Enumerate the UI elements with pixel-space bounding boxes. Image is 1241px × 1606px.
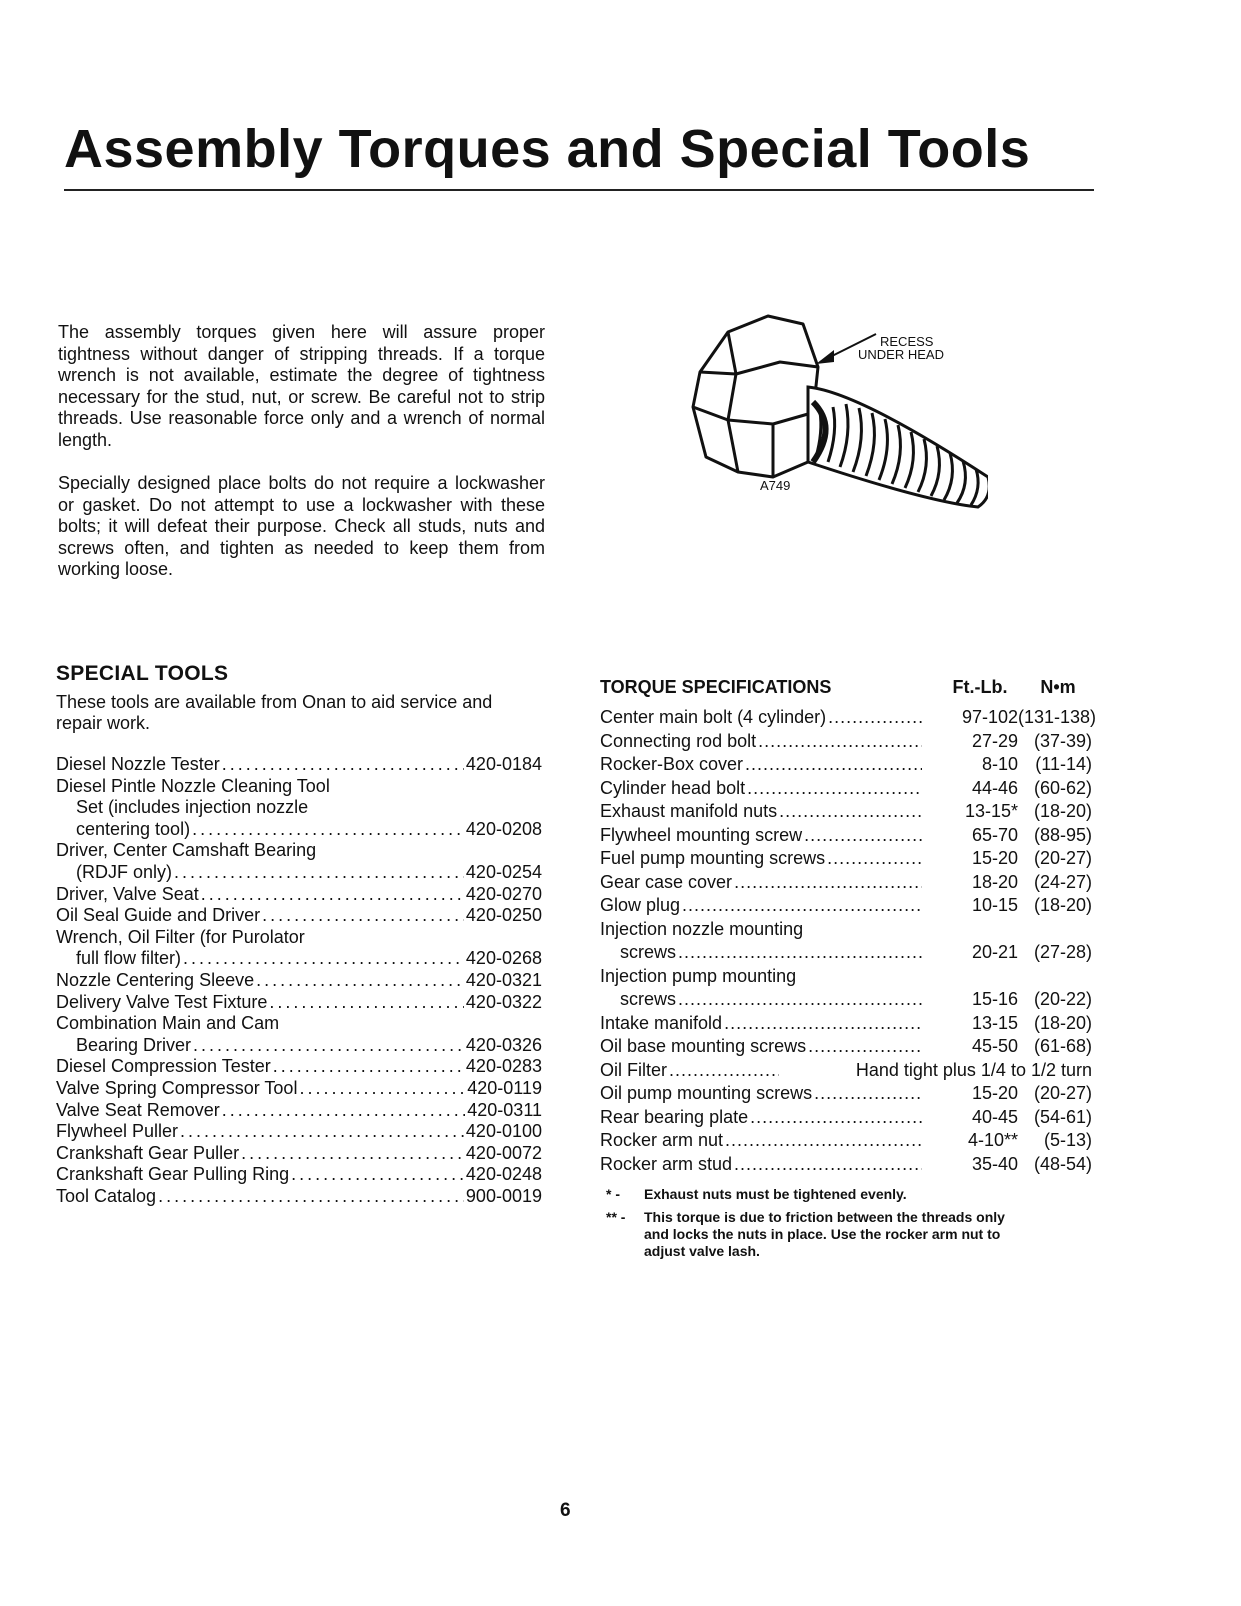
bolt-shank-drawing	[808, 387, 988, 507]
dot-leader	[269, 992, 464, 1014]
tool-part-number: 420-0321	[465, 969, 542, 990]
torque-nm: (20-27)	[1033, 1083, 1092, 1103]
torque-ftlb: 13-15*	[964, 801, 1018, 821]
tool-item-line	[56, 1186, 542, 1208]
torque-item-name: Oil pump mounting screws	[600, 1083, 813, 1103]
torque-item-name: Exhaust manifold nuts	[600, 801, 778, 821]
dot-leader	[724, 1012, 922, 1036]
dot-leader	[669, 1059, 779, 1083]
dot-leader	[747, 777, 922, 801]
torque-row-line	[600, 1082, 1092, 1106]
bolt-illustration	[688, 312, 988, 517]
torque-ftlb: 20-21	[971, 942, 1018, 962]
dot-leader	[180, 1121, 464, 1143]
note-marker: * -	[606, 1186, 620, 1202]
tool-item-line	[56, 754, 542, 776]
torque-note	[600, 1186, 1092, 1203]
note-text: Exhaust nuts must be tightened evenly.	[644, 1186, 907, 1202]
torque-ftlb: 97-102	[961, 707, 1018, 727]
torque-nm: (88-95)	[1033, 824, 1092, 845]
tool-name: Flywheel Puller	[56, 1121, 179, 1142]
tool-name: Crankshaft Gear Pulling Ring	[56, 1164, 290, 1185]
torque-nm: (18-20)	[1033, 1012, 1092, 1033]
dot-leader	[725, 1129, 922, 1153]
tool-name: Driver, Valve Seat	[56, 883, 199, 904]
dot-leader	[827, 847, 922, 871]
dot-leader	[201, 884, 464, 906]
tool-part-number: 420-0268	[465, 948, 542, 969]
torque-instruction: Hand tight plus 1/4 to 1/2 turn	[855, 1059, 1092, 1080]
tool-part-number: 420-0184	[465, 754, 542, 774]
torque-item-name: Intake manifold	[600, 1012, 723, 1033]
dot-leader	[192, 819, 464, 841]
torque-nm: (60-62)	[1033, 777, 1092, 798]
dot-leader	[808, 1035, 922, 1059]
torque-item-name: Injection nozzle mounting	[600, 918, 804, 939]
torque-item-name: Flywheel mounting screw	[600, 824, 803, 845]
tool-item-line	[56, 840, 542, 862]
torque-row-line	[600, 965, 1092, 989]
torque-row-line	[600, 871, 1092, 895]
tool-part-number: 900-0019	[465, 1185, 542, 1206]
dot-leader	[241, 1143, 464, 1165]
torque-item-name: Rear bearing plate	[600, 1106, 749, 1127]
callout-line-1: RECESS	[880, 334, 934, 349]
torque-nm: (24-27)	[1033, 871, 1092, 892]
torque-table	[600, 706, 1097, 1176]
torque-row-line	[600, 941, 1092, 965]
dot-leader	[758, 730, 922, 754]
note-text: This torque is due to friction between the threads only and locks the nuts in place. Use the rocker arm nut to adjust valve lash.	[644, 1209, 1005, 1259]
tool-item-line	[56, 776, 542, 798]
tool-part-number: 420-0311	[467, 1099, 542, 1120]
torque-item-name: Center main bolt (4 cylinder)	[600, 707, 827, 727]
figure-id: A749	[760, 478, 791, 493]
tool-name: Combination Main and Cam	[56, 1013, 280, 1034]
tool-name: Nozzle Centering Sleeve	[56, 969, 255, 990]
torque-ftlb: 8-10	[981, 754, 1018, 774]
dot-leader	[779, 800, 922, 824]
tool-part-number: 420-0250	[465, 905, 542, 926]
torque-item-name: Oil base mounting screws	[600, 1036, 807, 1056]
torque-nm: (18-20)	[1033, 895, 1092, 915]
dot-leader	[183, 948, 464, 970]
tool-name: (RDJF only)	[76, 861, 173, 882]
torque-row-line	[600, 988, 1092, 1012]
dot-leader	[273, 1056, 464, 1078]
torque-ftlb: 18-20	[971, 871, 1018, 892]
torque-specifications-section	[600, 676, 1097, 1266]
tool-name: Diesel Pintle Nozzle Cleaning Tool	[56, 775, 330, 796]
torque-ftlb: 44-46	[971, 777, 1018, 798]
torque-ftlb: 45-50	[971, 1036, 1018, 1056]
bolt-head-drawing	[693, 316, 818, 477]
torque-notes	[600, 1186, 1092, 1260]
torque-row-line	[600, 1153, 1092, 1177]
torque-nm: (20-27)	[1033, 848, 1092, 868]
tool-item-line	[56, 1121, 542, 1143]
torque-item-name: Rocker arm stud	[600, 1153, 733, 1174]
tool-item-line	[56, 1164, 542, 1186]
tool-part-number: 420-0322	[465, 991, 542, 1012]
torque-ftlb: 15-16	[971, 989, 1018, 1009]
dot-leader	[262, 905, 464, 927]
tool-item-line	[56, 1035, 542, 1057]
tool-part-number: 420-0248	[465, 1164, 542, 1185]
tool-name: Valve Seat Remover	[56, 1099, 220, 1120]
tool-item-line	[56, 797, 542, 819]
dot-leader	[158, 1186, 464, 1208]
torque-ftlb: 65-70	[971, 824, 1018, 845]
tool-item-line	[56, 1100, 542, 1122]
torque-item-name: screws	[620, 942, 677, 962]
dot-leader	[828, 706, 922, 730]
tool-name: Valve Spring Compressor Tool	[56, 1077, 298, 1098]
dot-leader	[222, 1100, 466, 1122]
tool-item-line	[56, 1078, 542, 1100]
special-tools-description: These tools are available from Onan to aid service and repair work.	[56, 692, 493, 733]
dot-leader	[222, 754, 464, 776]
tool-part-number: 420-0100	[465, 1121, 542, 1142]
torque-item-name: Rocker arm nut	[600, 1130, 724, 1150]
dot-leader	[174, 862, 464, 884]
torque-ftlb: 40-45	[971, 1106, 1018, 1127]
torque-row-line	[600, 1129, 1092, 1153]
torque-row-line	[600, 894, 1092, 918]
tool-part-number: 420-0326	[465, 1034, 542, 1055]
dot-leader	[734, 871, 922, 895]
dot-leader	[734, 1153, 922, 1177]
torque-row-line	[600, 918, 1092, 942]
tool-part-number: 420-0254	[465, 861, 542, 882]
torque-row-line	[600, 1035, 1092, 1059]
tool-part-number: 420-0283	[465, 1056, 542, 1077]
page-number: 6	[560, 1500, 571, 1521]
torque-row-line	[600, 753, 1092, 777]
dot-leader	[678, 988, 922, 1012]
tool-item-line	[56, 992, 542, 1014]
page-title: Assembly Torques and Special Tools	[64, 119, 1031, 179]
torque-row-line	[600, 706, 1097, 730]
tool-part-number: 420-0119	[467, 1077, 542, 1098]
dot-leader	[678, 941, 922, 965]
torque-note	[600, 1209, 1092, 1260]
tool-name: Wrench, Oil Filter (for Purolator	[56, 926, 305, 947]
torque-heading: TORQUE SPECIFICATIONS	[600, 677, 832, 697]
special-tools-section	[56, 662, 542, 1207]
intro-paragraph-2: Specially designed place bolts do not require a lockwasher or gasket. Do not attempt to use a lockwasher with these bolts; it will defeat their purpose. Check all studs, nuts and screws often, and tighten as needed to keep them from working loose.	[58, 473, 545, 579]
tool-name: Diesel Nozzle Tester	[56, 754, 220, 774]
special-tools-list	[56, 754, 542, 1207]
tool-name: Driver, Center Camshaft Bearing	[56, 840, 317, 861]
tool-item-line	[56, 819, 542, 841]
tool-item-line	[56, 862, 542, 884]
tool-name: Diesel Compression Tester	[56, 1056, 271, 1077]
torque-ftlb: 4-10**	[967, 1130, 1018, 1150]
tool-item-line	[56, 1013, 542, 1035]
intro-text	[58, 322, 545, 603]
torque-ftlb: 15-20	[971, 848, 1018, 868]
tool-part-number: 420-0270	[465, 883, 542, 904]
torque-nm: (5-13)	[1043, 1130, 1092, 1150]
torque-item-name: Oil Filter	[600, 1059, 667, 1080]
dot-leader	[750, 1106, 922, 1130]
torque-row-line	[600, 1106, 1092, 1130]
torque-nm: (18-20)	[1033, 801, 1092, 821]
torque-nm: (20-22)	[1033, 989, 1092, 1009]
tool-name: Tool Catalog	[56, 1185, 157, 1206]
torque-item-name: Fuel pump mounting screws	[600, 848, 826, 868]
tool-name: Oil Seal Guide and Driver	[56, 905, 261, 926]
dot-leader	[814, 1082, 922, 1106]
column-nm: N•m	[1040, 677, 1076, 697]
torque-row-line	[600, 824, 1092, 848]
torque-row-line	[600, 847, 1092, 871]
column-ftlb: Ft.-Lb.	[952, 677, 1008, 697]
tool-name: Set (includes injection nozzle	[76, 797, 309, 818]
callout-line-2: UNDER HEAD	[858, 347, 944, 362]
tool-item-line	[56, 1056, 542, 1078]
tool-name: Crankshaft Gear Puller	[56, 1142, 240, 1163]
torque-nm: (131-138)	[1018, 707, 1097, 727]
torque-item-name: Injection pump mounting	[600, 965, 797, 986]
tool-item-line	[56, 970, 542, 992]
torque-nm: (11-14)	[1035, 754, 1092, 774]
torque-nm: (61-68)	[1033, 1036, 1092, 1056]
dot-leader	[256, 970, 464, 992]
tool-part-number: 420-0208	[465, 818, 542, 839]
torque-row-line	[600, 800, 1092, 824]
note-marker: ** -	[606, 1209, 626, 1225]
tool-part-number: 420-0072	[465, 1142, 542, 1163]
torque-row-line	[600, 777, 1092, 801]
torque-item-name: Glow plug	[600, 895, 681, 915]
tool-item-line	[56, 948, 542, 970]
tool-item-line	[56, 927, 542, 949]
tool-name: centering tool)	[76, 818, 191, 839]
tool-name: full flow filter)	[76, 948, 182, 969]
torque-ftlb: 27-29	[971, 730, 1018, 751]
dot-leader	[745, 753, 922, 777]
torque-row-line	[600, 1059, 1092, 1083]
torque-table-header	[600, 676, 1092, 698]
torque-ftlb: 13-15	[971, 1012, 1018, 1033]
tool-name: Delivery Valve Test Fixture	[56, 991, 268, 1012]
dot-leader	[193, 1035, 464, 1057]
torque-ftlb: 35-40	[971, 1153, 1018, 1174]
torque-item-name: Rocker-Box cover	[600, 754, 744, 774]
dot-leader	[682, 894, 922, 918]
tool-item-line	[56, 884, 542, 906]
torque-nm: (48-54)	[1033, 1153, 1092, 1174]
intro-paragraph-1: The assembly torques given here will assure proper tightness without danger of stripping threads. If a torque wrench is not available, estimate the degree of tightness necessary for the stud, nut, or screw. Be careful not to strip threads. Use reasonable force only and a wrench of normal length.	[58, 322, 545, 450]
torque-ftlb: 15-20	[971, 1083, 1018, 1103]
special-tools-heading: SPECIAL TOOLS	[56, 662, 229, 685]
tool-item-line	[56, 1143, 542, 1165]
torque-item-name: Cylinder head bolt	[600, 777, 746, 798]
dot-leader	[804, 824, 922, 848]
torque-ftlb: 10-15	[971, 895, 1018, 915]
torque-item-name: screws	[620, 989, 677, 1009]
torque-item-name: Gear case cover	[600, 871, 733, 892]
torque-item-name: Connecting rod bolt	[600, 730, 757, 751]
torque-nm: (54-61)	[1033, 1106, 1092, 1127]
dot-leader	[291, 1164, 464, 1186]
tool-item-line	[56, 905, 542, 927]
torque-nm: (37-39)	[1033, 730, 1092, 751]
torque-row-line	[600, 730, 1092, 754]
dot-leader	[299, 1078, 465, 1100]
torque-nm: (27-28)	[1033, 942, 1092, 962]
title-rule	[64, 189, 1094, 191]
torque-row-line	[600, 1012, 1092, 1036]
tool-name: Bearing Driver	[76, 1034, 192, 1055]
